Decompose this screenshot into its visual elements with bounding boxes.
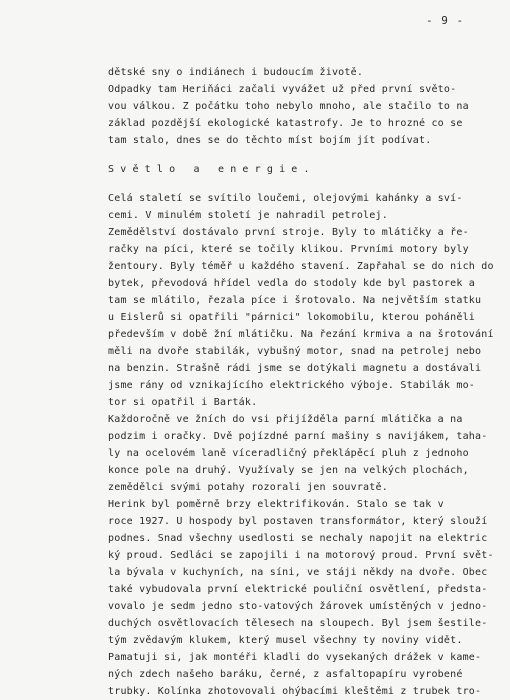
text-line: duchých osvětlovacích tělesech na sloupech. Byl jsem šestile- bbox=[108, 618, 488, 629]
text-line: žentoury. Byly téměř u každého stavení. Zapřahal se do nich do bbox=[108, 261, 494, 272]
text-line: zemědělci svými potahy rozorali jen souvratě. bbox=[108, 482, 388, 493]
text-line: Pamatuji si, jak montéři kladli do vysekaných drážek v kame- bbox=[108, 652, 482, 663]
text-line: měli na dvoře stabilák, vybušný motor, snad na petrolej nebo bbox=[108, 346, 482, 357]
paragraph-intro bbox=[108, 64, 500, 149]
text-line: cemi. V minulém století je nahradil petrolej. bbox=[108, 210, 388, 221]
text-line: podnes. Snad všechny usedlosti se nechaly napojit na elektric bbox=[108, 533, 488, 544]
body-text bbox=[108, 64, 500, 700]
text-line: roce 1927. U hospody byl postaven transformátor, který slouží bbox=[108, 516, 488, 527]
text-line: Každoročně ve žních do vsi přijížděla parní mlátička a na bbox=[108, 414, 463, 425]
text-line: konce pole na druhý. Využívaly se jen na velkých plochách, bbox=[108, 465, 469, 476]
text-line: podzim i oračky. Dvě pojízdné parní mašiny s navijákem, taha- bbox=[108, 431, 488, 442]
text-line: vou válkou. Z počátku toho nebylo mnoho, ale stačilo to na bbox=[108, 101, 469, 112]
text-line: základ pozdější ekologické katastrofy. Je to hrozné co se bbox=[108, 118, 463, 129]
text-line: vovalo je sedm jedno sto-vatových žárovek umístěných v jedno- bbox=[108, 601, 488, 612]
text-line: ly na ocelovém laně víceradličný překlápěcí pluh z jednoho bbox=[108, 448, 469, 459]
text-line: dětské sny o indiánech i budoucím životě. bbox=[108, 67, 364, 78]
text-line: Celá staletí se svítilo loučemi, olejovými kahánky a sví- bbox=[108, 193, 463, 204]
text-line: ký proud. Sedláci se zapojili i na motorový proud. První svět- bbox=[108, 550, 494, 561]
text-line: la bývala v kuchyních, na síni, ve stáji někdy na dvoře. Obec bbox=[108, 567, 488, 578]
text-line: tým zvědavým klukem, který musel všechny ty noviny vidět. bbox=[108, 635, 463, 646]
section-heading: Světlo a energie. bbox=[108, 164, 316, 175]
text-line: ných zdech našeho baráku, černé, z asfaltopapíru vyrobené bbox=[108, 669, 463, 680]
text-line: tor si opatřil i Barták. bbox=[108, 397, 258, 408]
section-body bbox=[108, 190, 500, 700]
page-number: - 9 - bbox=[426, 14, 465, 27]
text-line: Herink byl poměrně brzy elektrifikován. Stalo se tak v bbox=[108, 499, 444, 510]
text-line: jsme rány od vznikajícího elektrického výboje. Stabilák mo- bbox=[108, 380, 476, 391]
text-line: tam stalo, dnes se do těchto míst bojím jít podívat. bbox=[108, 135, 432, 146]
text-line: tam se mlátilo, řezala píce i šrotovalo. Na největším statku bbox=[108, 295, 482, 306]
text-line: u Eislerů si opatřili "párnici" lokomobilu, kterou poháněli bbox=[108, 312, 476, 323]
text-line: Zemědělství dostávalo první stroje. Byly to mlátičky a ře- bbox=[108, 227, 469, 238]
text-line: Odpadky tam Heriňáci začali vyvážet už před první světo- bbox=[108, 84, 457, 95]
text-line: bytek, převodová hřídel vedla do stodoly kde byl pastorek a bbox=[108, 278, 476, 289]
text-line: také vybudovala první elektrické pouliční osvětlení, předsta- bbox=[108, 584, 488, 595]
text-line: především v době žní mlátičku. Na řezání krmiva a na šrotování bbox=[108, 329, 494, 340]
text-line: na benzin. Strašně rádi jsme se dotýkali magnetu a dostávali bbox=[108, 363, 482, 374]
text-line: trubky. Kolínka zhotovovali ohýbacími kleštěmi z trubek tro- bbox=[108, 686, 482, 697]
text-line: račky na píci, které se točily klikou. Prvními motory byly bbox=[108, 244, 469, 255]
